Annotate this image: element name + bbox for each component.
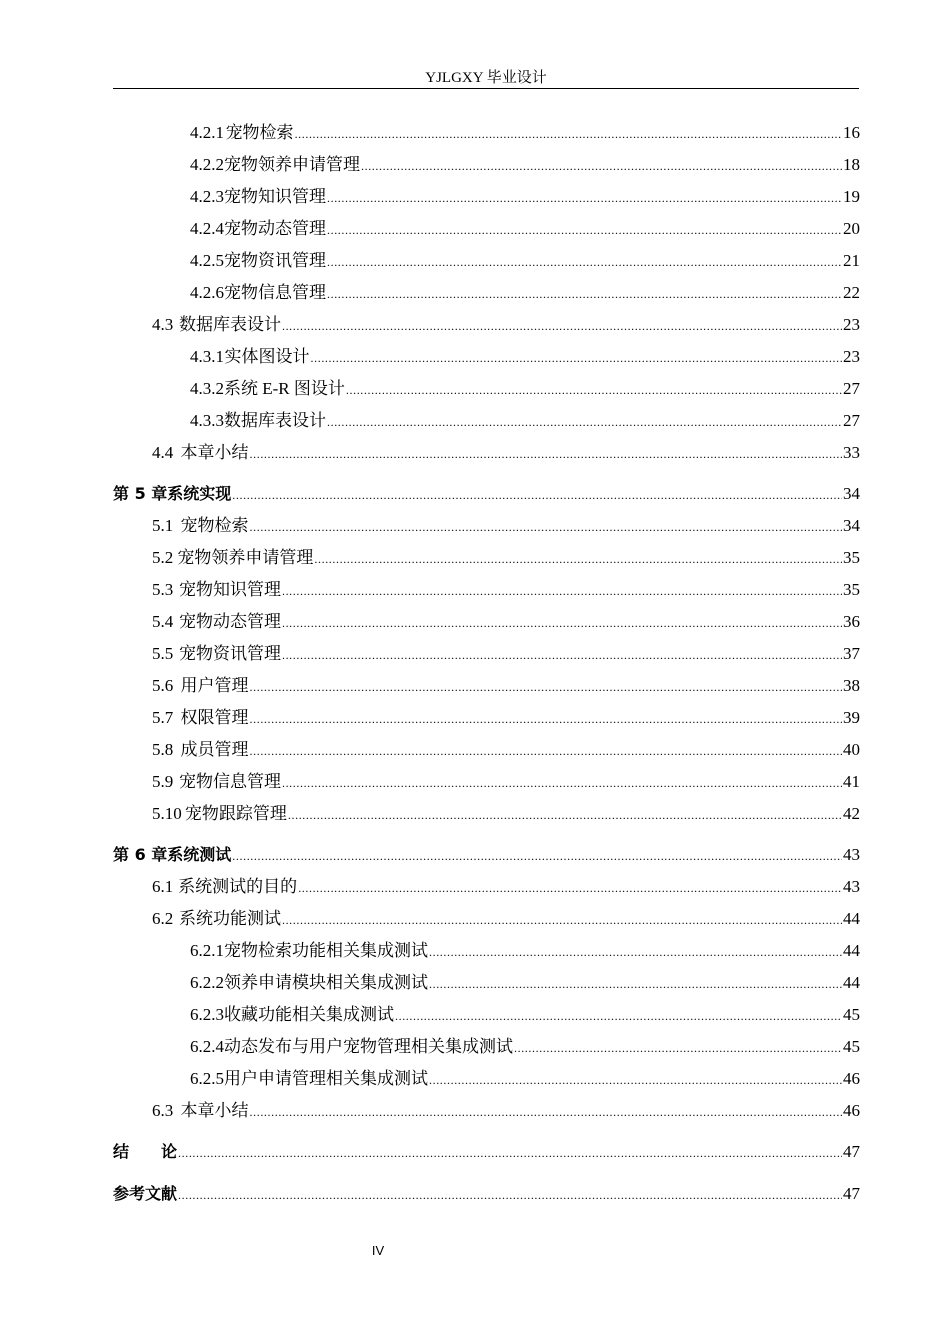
toc-entry[interactable]	[190, 1003, 860, 1027]
toc-entry-page: 43	[843, 877, 860, 896]
toc-leader-dots	[346, 377, 842, 402]
toc-leader-dots	[288, 802, 842, 827]
toc-entry-page: 27	[843, 379, 860, 398]
toc-entry-page: 22	[843, 283, 860, 302]
toc-entry[interactable]	[152, 514, 860, 538]
toc-entry[interactable]	[152, 802, 860, 826]
toc-entry-title: 宠物跟踪管理	[184, 804, 287, 823]
toc-leader-dots	[250, 706, 842, 731]
toc-entry-title: 宠物检索	[225, 123, 294, 142]
toc-entry-number: 4.2.5	[190, 251, 224, 270]
toc-leader-dots	[250, 514, 842, 539]
toc-entry-title: 宠物资讯管理	[178, 644, 281, 663]
page-header: YJLGXY 毕业设计	[425, 70, 547, 86]
toc-entry-title: 领养申请模块相关集成测试	[224, 973, 428, 992]
toc-entry-title: 本章小结	[180, 1101, 249, 1120]
toc-entry-number: 5.9	[152, 772, 174, 791]
toc-entry[interactable]	[152, 642, 860, 666]
toc-leader-dots	[327, 217, 842, 242]
toc-entry-page: 20	[843, 219, 860, 238]
toc-entry-page: 47	[843, 1184, 860, 1203]
toc-entry[interactable]	[152, 441, 860, 465]
toc-entry-number: 5.8	[152, 740, 174, 759]
toc-entry-title: 用户申请管理相关集成测试	[224, 1069, 428, 1088]
toc-entry-number: 5.4	[152, 612, 174, 631]
toc-entry[interactable]	[190, 377, 860, 401]
toc-entry-number: 4.3.1	[190, 347, 224, 366]
toc-entry-title: 用户管理	[180, 676, 249, 695]
toc-entry-title: 数据库表设计	[224, 411, 326, 430]
toc-entry-number: 6.2.3	[190, 1005, 224, 1024]
toc-entry[interactable]	[190, 217, 860, 241]
toc-entry[interactable]	[113, 482, 860, 506]
toc-entry-number: 6.3	[152, 1101, 174, 1120]
toc-leader-dots	[429, 939, 842, 964]
toc-leader-dots	[298, 875, 842, 900]
toc-entry-page: 44	[843, 973, 860, 992]
toc-entry-page: 45	[843, 1037, 860, 1056]
toc-entry-title: 权限管理	[180, 708, 249, 727]
toc-entry[interactable]	[152, 674, 860, 698]
toc-leader-dots	[282, 642, 842, 667]
toc-entry-page: 34	[843, 516, 860, 535]
toc-entry-title: 宠物领养申请管理	[224, 155, 360, 174]
toc-leader-dots	[429, 971, 842, 996]
toc-leader-dots	[232, 843, 842, 868]
toc-entry-page: 46	[843, 1069, 860, 1088]
toc-leader-dots	[327, 281, 842, 306]
toc-entry[interactable]	[190, 281, 860, 305]
page-number: IV	[371, 1243, 385, 1258]
toc-entry[interactable]	[152, 546, 860, 570]
toc-entry-page: 33	[843, 443, 860, 462]
toc-entry[interactable]	[190, 345, 860, 369]
toc-entry-number: 5.2	[152, 548, 174, 567]
toc-entry-page: 43	[843, 845, 860, 864]
toc-leader-dots	[178, 1182, 842, 1207]
toc-entry-page: 21	[843, 251, 860, 270]
toc-entry-title: 系统功能测试	[178, 909, 281, 928]
toc-entry-title: 系统 E-R 图设计	[224, 379, 345, 398]
toc-entry-page: 44	[843, 909, 860, 928]
toc-leader-dots	[282, 313, 842, 338]
toc-leader-dots	[232, 482, 842, 507]
toc-entry[interactable]	[152, 706, 860, 730]
toc-entry-number: 5.10	[152, 804, 182, 823]
toc-entry-title: 宠物检索	[180, 516, 249, 535]
toc-entry[interactable]	[190, 939, 860, 963]
toc-entry[interactable]	[113, 843, 860, 867]
toc-entry-page: 37	[843, 644, 860, 663]
toc-entry-page: 42	[843, 804, 860, 823]
toc-entry-title: 宠物动态管理	[224, 219, 326, 238]
toc-entry-number: 6.2.5	[190, 1069, 224, 1088]
toc-entry-title: 系统实现	[167, 484, 232, 503]
toc-leader-dots	[514, 1035, 842, 1060]
toc-entry-page: 36	[843, 612, 860, 631]
toc-entry-title: 动态发布与用户宠物管理相关集成测试	[224, 1037, 513, 1056]
toc-entry-page: 18	[843, 155, 860, 174]
toc-leader-dots	[178, 1140, 842, 1165]
toc-entry-page: 19	[843, 187, 860, 206]
toc-entry[interactable]	[152, 578, 860, 602]
toc-entry-title: 宠物资讯管理	[224, 251, 326, 270]
toc-entry-page: 35	[843, 580, 860, 599]
toc-entry-number: 4.3	[152, 315, 174, 334]
toc-entry-number: 4.2.3	[190, 187, 224, 206]
toc-leader-dots	[361, 153, 842, 178]
toc-entry-page: 45	[843, 1005, 860, 1024]
toc-entry-number: 5.3	[152, 580, 174, 599]
toc-entry-page: 35	[843, 548, 860, 567]
toc-entry-number: 4.2.6	[190, 283, 224, 302]
toc-leader-dots	[282, 578, 842, 603]
toc-leader-dots	[327, 249, 842, 274]
toc-entry-page: 41	[843, 772, 860, 791]
toc-entry-title: 宠物知识管理	[178, 580, 281, 599]
toc-entry-number: 4.3.2	[190, 379, 224, 398]
toc-entry-title: 结 论	[113, 1142, 178, 1161]
toc-entry-title: 本章小结	[180, 443, 249, 462]
toc-entry-number: 5.6	[152, 676, 174, 695]
toc-entry-title: 宠物动态管理	[178, 612, 281, 631]
toc-entry[interactable]	[152, 738, 860, 762]
toc-entry-page: 23	[843, 347, 860, 366]
toc-entry-number: 第 5 章	[113, 484, 168, 503]
toc-entry[interactable]	[152, 875, 860, 899]
toc-entry-page: 46	[843, 1101, 860, 1120]
toc-entry[interactable]	[190, 121, 860, 145]
toc-entry-page: 16	[843, 123, 860, 142]
toc-entry-page: 47	[843, 1142, 860, 1161]
toc-entry-title: 宠物知识管理	[224, 187, 326, 206]
toc-entry-page: 38	[843, 676, 860, 695]
toc-leader-dots	[314, 546, 842, 571]
toc-leader-dots	[282, 610, 842, 635]
toc-entry[interactable]	[190, 185, 860, 209]
toc-entry-number: 4.2.2	[190, 155, 224, 174]
toc-entry-number: 6.2.1	[190, 941, 224, 960]
toc-leader-dots	[250, 674, 842, 699]
toc-entry-title: 宠物信息管理	[224, 283, 326, 302]
toc-leader-dots	[327, 409, 842, 434]
toc-entry[interactable]	[190, 971, 860, 995]
toc-entry-title: 成员管理	[180, 740, 249, 759]
toc-entry-number: 6.2.2	[190, 973, 224, 992]
toc-entry-number: 5.1	[152, 516, 174, 535]
toc-entry[interactable]	[113, 1182, 860, 1206]
toc-entry-number: 5.5	[152, 644, 174, 663]
toc-entry-page: 40	[843, 740, 860, 759]
toc-entry-number: 6.2.4	[190, 1037, 224, 1056]
toc-entry[interactable]	[190, 249, 860, 273]
toc-entry-title: 实体图设计	[224, 347, 310, 366]
toc-leader-dots	[250, 441, 842, 466]
toc-entry-page: 27	[843, 411, 860, 430]
toc-entry-page: 34	[843, 484, 860, 503]
toc-entry[interactable]	[152, 1099, 860, 1123]
toc-entry-title: 宠物信息管理	[178, 772, 281, 791]
toc-leader-dots	[250, 738, 842, 763]
toc-entry[interactable]	[152, 610, 860, 634]
toc-leader-dots	[250, 1099, 842, 1124]
toc-entry[interactable]	[190, 1035, 860, 1059]
toc-entry-title: 系统测试	[167, 845, 232, 864]
toc-entry-number: 第 6 章	[113, 845, 168, 864]
toc-entry-number: 4.2.1	[190, 123, 224, 142]
toc-entry[interactable]	[113, 1140, 860, 1164]
toc-entry-number: 6.2	[152, 909, 174, 928]
toc-leader-dots	[429, 1067, 842, 1092]
toc-entry-number: 4.4	[152, 443, 174, 462]
toc-entry-page: 39	[843, 708, 860, 727]
toc-entry[interactable]	[152, 770, 860, 794]
toc-entry-title: 宠物领养申请管理	[177, 548, 314, 567]
toc-entry-title: 宠物检索功能相关集成测试	[224, 941, 428, 960]
toc-entry-page: 44	[843, 941, 860, 960]
toc-entry[interactable]	[152, 313, 860, 337]
toc-entry-page: 23	[843, 315, 860, 334]
toc-leader-dots	[282, 907, 842, 932]
toc-entry-title: 系统测试的目的	[178, 877, 298, 896]
toc-entry[interactable]	[190, 153, 860, 177]
toc-entry-number: 4.2.4	[190, 219, 224, 238]
toc-entry-number: 6.1	[152, 877, 174, 896]
toc-leader-dots	[282, 770, 842, 795]
toc-entry-title: 数据库表设计	[178, 315, 281, 334]
toc-entry[interactable]	[190, 409, 860, 433]
toc-entry[interactable]	[152, 907, 860, 931]
toc-leader-dots	[311, 345, 842, 370]
toc-entry[interactable]	[190, 1067, 860, 1091]
toc-leader-dots	[395, 1003, 842, 1028]
toc-entry-title: 收藏功能相关集成测试	[224, 1005, 394, 1024]
toc-entry-title: 参考文献	[113, 1184, 178, 1203]
toc-leader-dots	[327, 185, 842, 210]
toc-leader-dots	[295, 121, 842, 146]
toc-entry-number: 4.3.3	[190, 411, 224, 430]
toc-entry-number: 5.7	[152, 708, 174, 727]
